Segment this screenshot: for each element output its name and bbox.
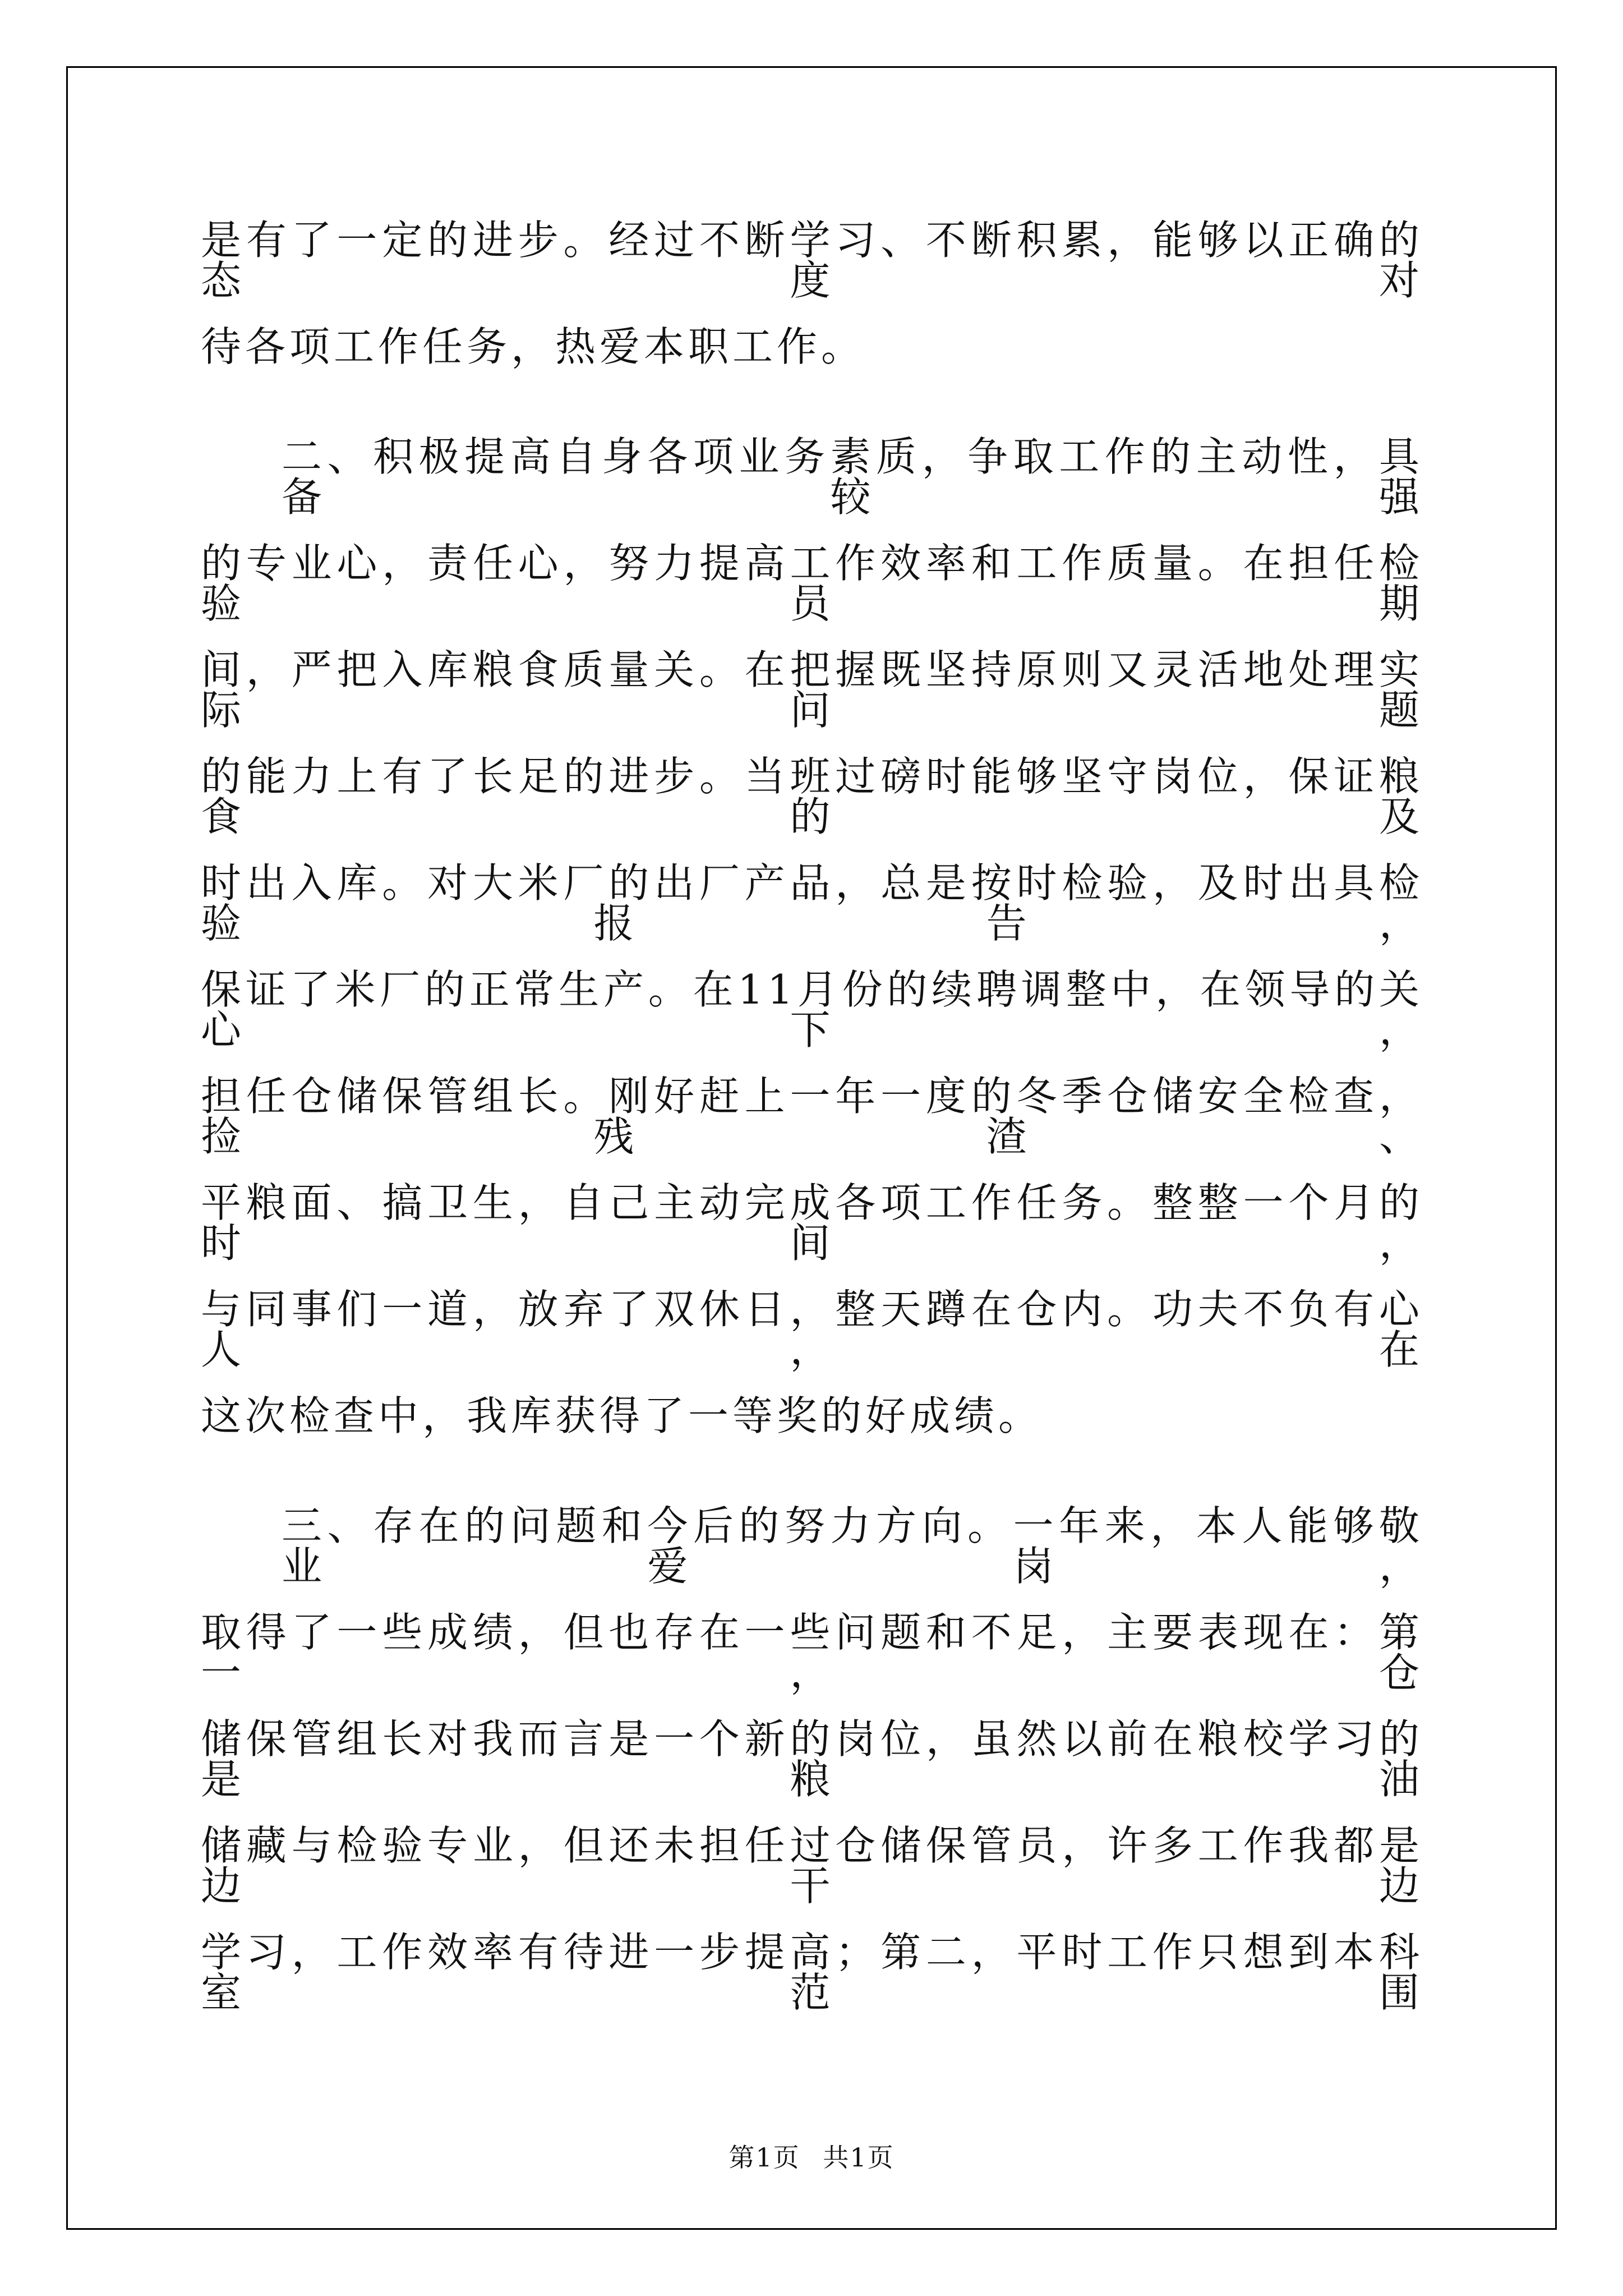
text-line: 储藏与检验专业，但还未担任过仓储保管员，许多工作我都是边干边: [201, 1825, 1423, 1910]
text-line: 间，严把入库粮食质量关。在把握既坚持原则又灵活地处理实际问题: [201, 650, 1423, 734]
text-line: 待各项工作任务，热爱本职工作。: [201, 323, 866, 370]
page-number-total: 共1页: [823, 2142, 895, 2173]
text-line: 的专业心，责任心，努力提高工作效率和工作质量。在担任检验员期: [201, 543, 1423, 627]
text-line: 这次检查中，我库获得了一等奖的好成绩。: [201, 1392, 1043, 1439]
text-line: 是有了一定的进步。经过不断学习、不断积累，能够以正确的态度对: [201, 220, 1423, 304]
text-line: 担任仓储保管组长。刚好赶上一年一度的冬季仓储安全检查，捡残渣、: [201, 1076, 1423, 1160]
text-line: 学习，工作效率有待进一步提高；第二，平时工作只想到本科室范围: [201, 1932, 1423, 2016]
text-line: 三、存在的问题和今后的努力方向。一年来，本人能够敬业爱岗，: [282, 1506, 1423, 1590]
text-line: 与同事们一道，放弃了双休日，整天蹲在仓内。功夫不负有心人，在: [201, 1289, 1423, 1373]
text-line: 取得了一些成绩，但也存在一些问题和不足，主要表现在：第一，仓: [201, 1612, 1423, 1696]
text-line: 二、积极提高自身各项业务素质，争取工作的主动性，具备较强: [282, 436, 1423, 521]
text-line: 时出入库。对大米厂的出厂产品，总是按时检验，及时出具检验报告，: [201, 863, 1423, 947]
document-body: [201, 220, 1423, 2039]
text-line: 平粮面、搞卫生，自己主动完成各项工作任务。整整一个月的时间，: [201, 1182, 1423, 1267]
text-line: 保证了米厂的正常生产。在11月份的续聘调整中，在领导的关心下，: [201, 969, 1423, 1053]
page-footer: [0, 2137, 1623, 2174]
text-line: 的能力上有了长足的进步。当班过磅时能够坚守岗位，保证粮食的及: [201, 756, 1423, 840]
text-line: 储保管组长对我而言是一个新的岗位，虽然以前在粮校学习的是粮油: [201, 1719, 1423, 1803]
page-number-current: 第1页: [728, 2142, 800, 2173]
